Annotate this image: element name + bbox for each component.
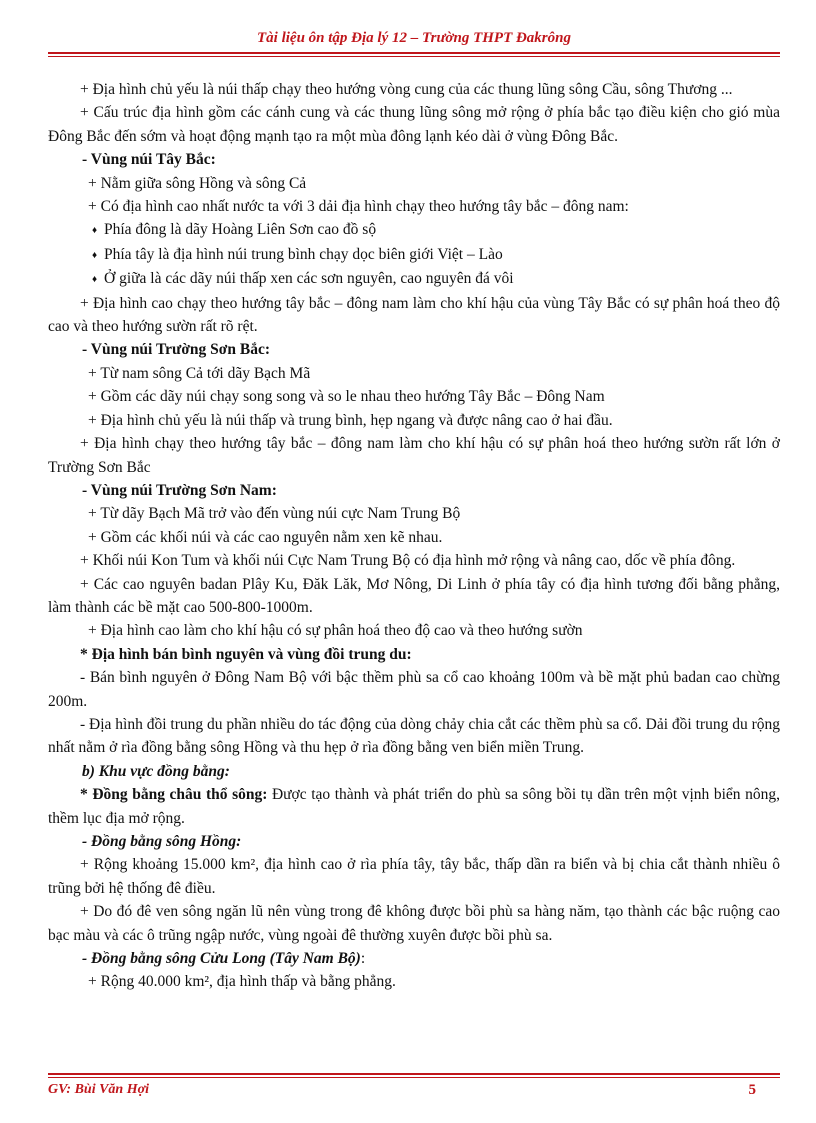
diamond-bullet-icon: ♦ [92, 274, 98, 286]
section-heading: - Vùng núi Trường Sơn Bắc: [82, 341, 270, 359]
paragraph: + Có địa hình cao nhất nước ta với 3 dải địa hình chạy theo hướng tây bắc – đông nam: [88, 198, 629, 216]
page-footer [48, 1082, 780, 1098]
paragraph: - Địa hình đồi trung du phần nhiều do tác động của dòng chảy chia cắt các thềm phù sa cổ. Dải đồi trung du rộng nhất nằm ở rìa đồng bằng sông Hồng và thu hẹp ở rìa đồng bằng ven biển miền Trung. [48, 715, 780, 757]
paragraph: + Gồm các khối núi và các cao nguyên nằm xen kẽ nhau. [88, 528, 443, 546]
bullet-item: ♦ Ở giữa là các dãy núi thấp xen các sơn nguyên, cao nguyên đá vôi [48, 267, 780, 291]
bullet-item: ♦ Phía tây là địa hình núi trung bình chạy dọc biên giới Việt – Lào [48, 243, 780, 267]
subsection-heading: - Đồng bằng sông Cửu Long (Tây Nam Bộ): [82, 950, 366, 968]
section-heading: - Vùng núi Trường Sơn Nam: [82, 481, 277, 499]
paragraph: + Từ dãy Bạch Mã trở vào đến vùng núi cực Nam Trung Bộ [88, 505, 461, 523]
diamond-bullet-icon: ♦ [92, 249, 98, 261]
page-number: 5 [748, 1082, 756, 1098]
paragraph: + Địa hình cao làm cho khí hậu có sự phân hoá theo độ cao và theo hướng sườn [88, 622, 583, 640]
diamond-bullet-icon: ♦ [92, 225, 98, 237]
section-heading: - Vùng núi Tây Bắc: [82, 151, 216, 169]
paragraph: + Địa hình chạy theo hướng tây bắc – đông nam làm cho khí hậu có sự phân hoá theo hướng sườn rất lớn ở Trường Sơn Bắc [48, 435, 780, 476]
footer-author: GV: Bùi Văn Hợi [48, 1082, 150, 1097]
page-header-title: Tài liệu ôn tập Địa lý 12 – Trường THPT Đakrông [257, 30, 571, 46]
paragraph: + Gồm các dãy núi chạy song song và so le nhau theo hướng Tây Bắc – Đông Nam [88, 388, 605, 406]
bullet-item: ♦ Phía đông là dãy Hoàng Liên Sơn cao đồ sộ [48, 218, 780, 242]
inline-bold-term: * Đồng bằng châu thổ sông: [80, 786, 268, 804]
paragraph: + Từ nam sông Cả tới dãy Bạch Mã [88, 364, 311, 382]
paragraph: + Địa hình cao chạy theo hướng tây bắc – đông nam làm cho khí hậu của vùng Tây Bắc có sự phân hoá theo độ cao và theo hướng sườn rất rõ rệt. [48, 294, 780, 336]
paragraph: + Do đó đê ven sông ngăn lũ nên vùng trong đê không được bồi phù sa hàng năm, tạo thành các bậc ruộng cao bạc màu và các ô trũng ngập nước, vùng ngoài đê thường xuyên được bồi phù sa. [48, 903, 780, 944]
paragraph: + Địa hình chủ yếu là núi thấp chạy theo hướng vòng cung của các thung lũng sông Cầu, sông Thương ... [80, 81, 733, 98]
paragraph: + Các cao nguyên badan Plây Ku, Đăk Lăk, Mơ Nông, Di Linh ở phía tây có địa hình tương đối bằng phẳng, làm thành các bề mặt cao 500-800-1000m. [48, 575, 780, 616]
paragraph: + Rộng khoảng 15.000 km², địa hình cao ở rìa phía tây, tây bắc, thấp dần ra biển và bị chia cắt thành nhiều ô trũng bởi hệ thống đê điều. [48, 856, 780, 897]
paragraph: + Cấu trúc địa hình gồm các cánh cung và các thung lũng sông mở rộng ở phía bắc tạo điều kiện cho gió mùa Đông Bắc đến sớm và hoạt động mạnh tạo ra một mùa đông lạnh kéo dài ở vùng Đông Bắc. [48, 104, 780, 145]
header-rule [48, 52, 780, 57]
paragraph: + Nằm giữa sông Hồng và sông Cả [88, 174, 307, 192]
paragraph: + Khối núi Kon Tum và khối núi Cực Nam Trung Bộ có địa hình mở rộng và nâng cao, dốc về phía đông. [80, 552, 736, 570]
section-heading: * Địa hình bán bình nguyên và vùng đồi trung du: [80, 645, 412, 663]
paragraph: * Đồng bằng châu thổ sông: Được tạo thành và phát triển do phù sa sông bồi tụ dần trên một vịnh biển nông, thềm lục địa mở rộng. [48, 786, 780, 827]
subsection-heading: - Đồng bằng sông Hồng: [82, 833, 242, 850]
paragraph: + Địa hình chủ yếu là núi thấp và trung bình, hẹp ngang và được nâng cao ở hai đầu. [88, 411, 613, 429]
document-body [48, 78, 780, 994]
paragraph: - Bán bình nguyên ở Đông Nam Bộ với bậc thềm phù sa cổ cao khoảng 100m và bề mặt phủ badan cao chừng 200m. [48, 669, 780, 710]
paragraph: + Rộng 40.000 km², địa hình thấp và bằng phẳng. [88, 973, 396, 991]
footer-rule [48, 1073, 780, 1078]
subsection-heading: b) Khu vực đồng bằng: [82, 762, 230, 780]
